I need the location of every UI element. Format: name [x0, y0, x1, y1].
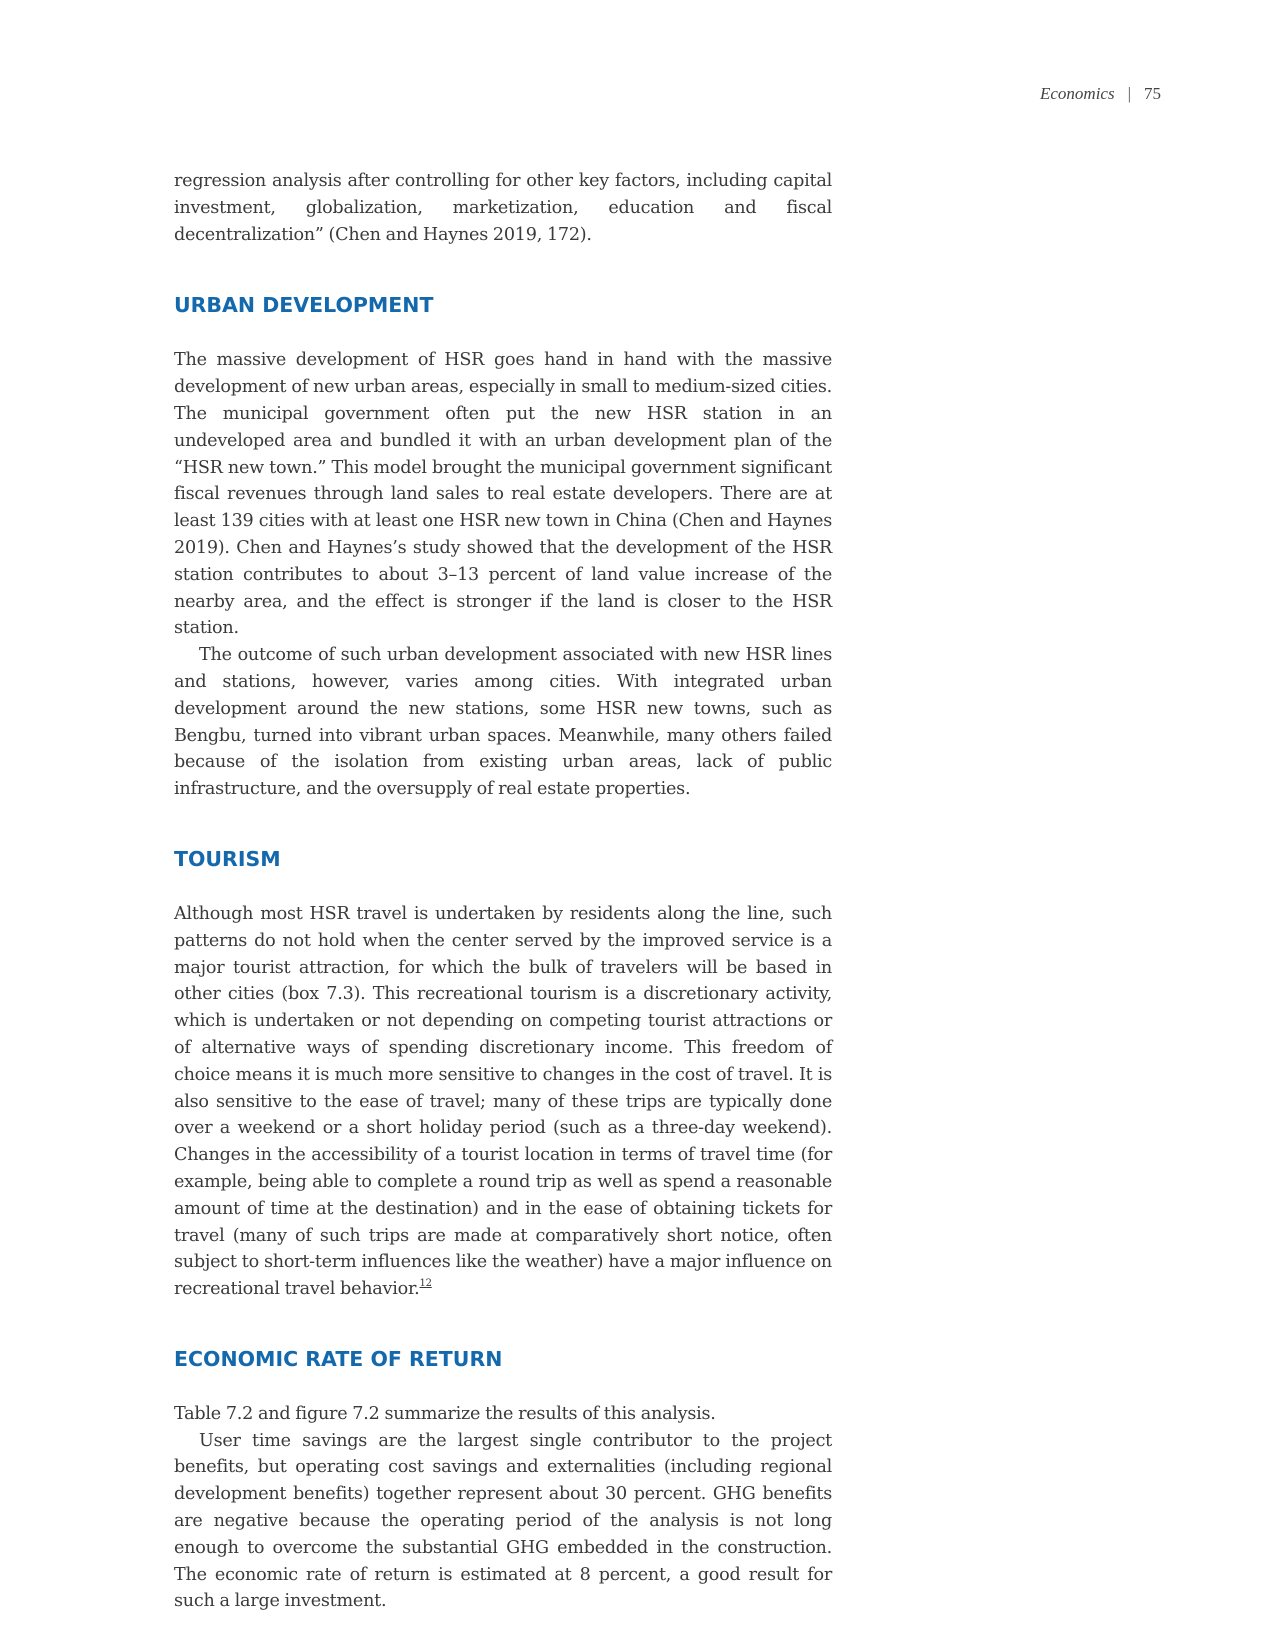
- urban-paragraph-2: The outcome of such urban development associated with new HSR lines and stations, however, varies among cities. With integrated urban development around the new stations, some HSR new towns, such as Bengbu, turned into vibrant urban spaces. Meanwhile, many others failed because of the isolation from existing urban areas, lack of public infrastructure, and the oversupply of real estate properties.: [174, 645, 832, 800]
- err-paragraph-2: User time savings are the largest single contributor to the project benefits, but operating cost savings and externalities (including regional development benefits) together represent about 30 percent. GHG benefits are negative because the operating period of the analysis is not long enough to overcome the substantial GHG embedded in the construction. The economic rate of return is estimated at 8 percent, a good result for such a large investment.: [174, 1430, 832, 1612]
- intro-paragraph: regression analysis after controlling for other key factors, including capital investment, globalization, marketization, education and fiscal decentralization” (Chen and Haynes 2019, 172).: [174, 171, 832, 245]
- tourism-paragraph: [174, 901, 832, 1303]
- page-number: 75: [1144, 84, 1161, 103]
- urban-paragraph-1: The massive development of HSR goes hand in hand with the massive development of new urban areas, especially in small to medium-sized cities. The municipal government often put the new HSR station in an undeveloped area and bundled it with an urban development plan of the “HSR new town.” This model brought the municipal government significant fiscal revenues through land sales to real estate developers. There are at least 139 cities with at least one HSR new town in China (Chen and Haynes 2019). Chen and Haynes’s study showed that the development of the HSR station contributes to about 3–13 percent of land value increase of the nearby area, and the effect is stronger if the land is closer to the HSR station.: [174, 350, 832, 639]
- heading-urban-development: URBAN DEVELOPMENT: [174, 293, 434, 318]
- heading-tourism: TOURISM: [174, 846, 281, 871]
- err-paragraph-1: Table 7.2 and figure 7.2 summarize the results of this analysis.: [174, 1403, 716, 1424]
- running-header: [1040, 84, 1161, 104]
- tourism-paragraph-text: Although most HSR travel is undertaken by residents along the line, such patterns do not hold when the center served by the improved service is a major tourist attraction, for which the bulk of travelers will be based in other cities (box 7.3). This recreational tourism is a discretionary activity, which is undertaken or not depending on competing tourist attractions or of alternative ways of spending discretionary income. This freedom of choice means it is much more sensitive to changes in the cost of travel. It is also sensitive to the ease of travel; many of these trips are typically done over a weekend or a short holiday period (such as a three-day weekend). Changes in the accessibility of a tourist location in terms of travel time (for example, being able to complete a round trip as well as spend a reasonable amount of time at the destination) and in the ease of obtaining tickets for travel (many of such trips are made at comparatively short notice, often subject to short-term influences like the weather) have a major influence on recreational travel behavior.: [174, 903, 832, 1300]
- running-header-separator: |: [1127, 84, 1131, 103]
- running-header-section: Economics: [1040, 84, 1115, 103]
- heading-economic-rate-of-return: ECONOMIC RATE OF RETURN: [174, 1346, 503, 1371]
- main-text-column: [174, 168, 832, 1615]
- footnote-reference[interactable]: 12: [419, 1278, 432, 1290]
